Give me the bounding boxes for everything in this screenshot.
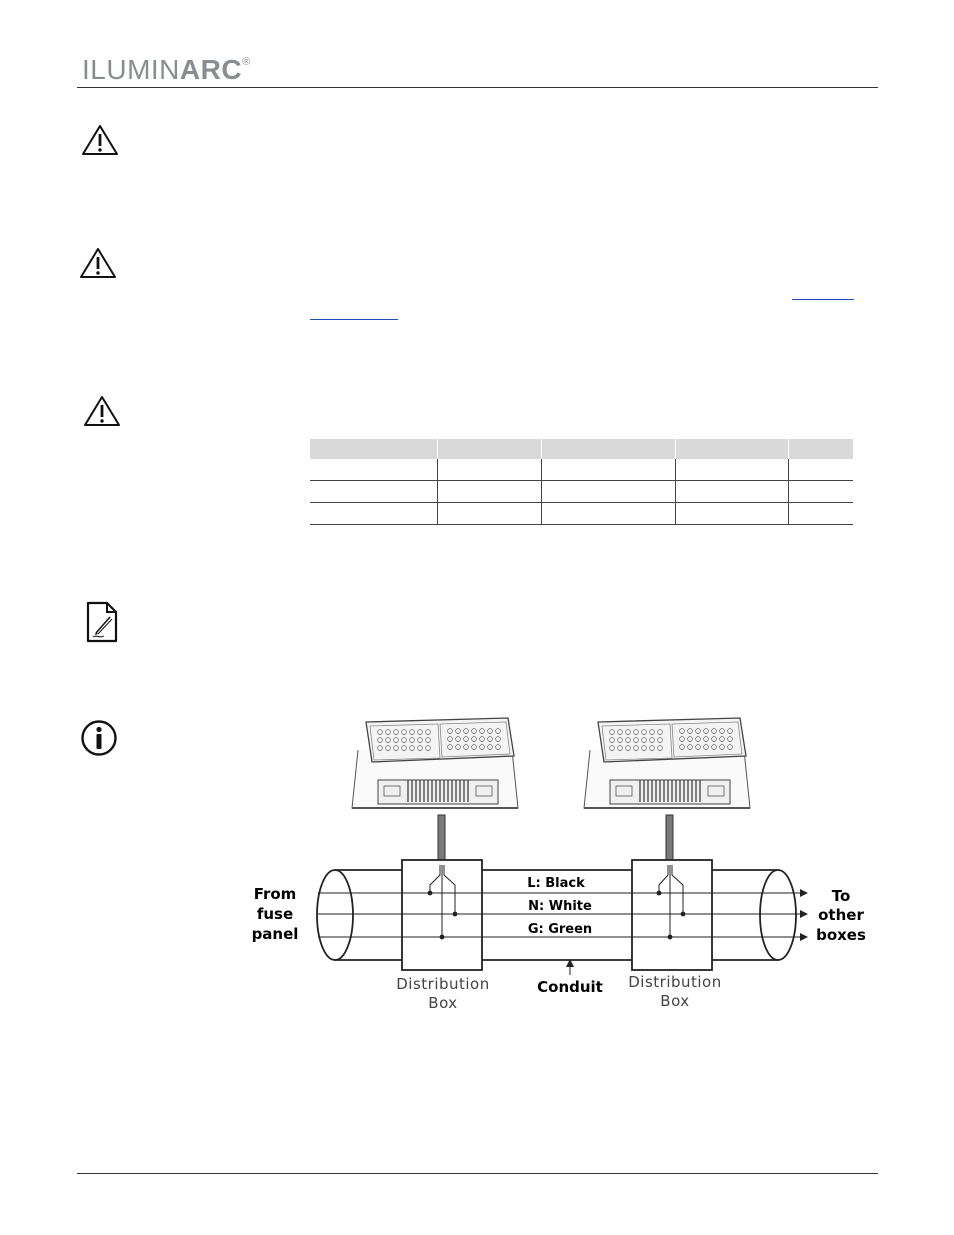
from-label-line-1: From: [253, 885, 297, 903]
note-icon: [85, 601, 119, 643]
to-label-line-2: other: [818, 906, 864, 924]
from-label-line-3: panel: [251, 925, 299, 943]
wire-label-ground: G: Green: [527, 922, 593, 937]
table-cell: [788, 503, 853, 525]
table-row: [310, 459, 853, 481]
footer-rule: [77, 1173, 878, 1174]
table-cell: [675, 459, 788, 481]
warning-icon: [79, 247, 117, 279]
logo-text-bold: ARC: [179, 54, 243, 85]
table-cell: [541, 459, 675, 481]
table-header-cell: [310, 439, 437, 459]
info-icon: [80, 719, 118, 757]
to-label-line-3: boxes: [816, 926, 866, 944]
wiring-diagram: [240, 705, 880, 1025]
fixture-left: [352, 718, 518, 808]
table-header-cell: [541, 439, 675, 459]
distribution-box-right: [632, 860, 712, 970]
table-cell: [788, 481, 853, 503]
table-header-cell: [788, 439, 853, 459]
warning-icon: [81, 124, 119, 156]
fixture-right: [584, 718, 750, 808]
conduit-label: Conduit: [537, 978, 603, 996]
table-cell: [310, 503, 437, 525]
table-header-cell: [675, 439, 788, 459]
brand-logo: [82, 56, 251, 84]
distribution-box-left-label-line-2: Box: [428, 994, 458, 1012]
header-rule: [77, 87, 878, 88]
cable-right: [666, 815, 673, 865]
table-cell: [788, 459, 853, 481]
conduit-right-end: [760, 870, 796, 960]
cable-left: [438, 815, 445, 865]
logo-registered-mark: ®: [242, 56, 251, 68]
table-cell: [437, 503, 541, 525]
conduit-left-end: [317, 870, 353, 960]
spec-table: [310, 439, 853, 525]
distribution-box-right-label-line-2: Box: [660, 992, 690, 1010]
table-header-row: [310, 439, 853, 459]
table-header-cell: [437, 439, 541, 459]
link-underline-fragment[interactable]: [792, 299, 854, 300]
wire-label-line: L: Black: [527, 876, 585, 891]
warning-icon: [83, 395, 121, 427]
table-cell: [541, 503, 675, 525]
table-cell: [675, 481, 788, 503]
table-cell: [675, 503, 788, 525]
from-label-line-2: fuse: [256, 905, 294, 923]
to-label-line-1: To: [831, 887, 851, 905]
distribution-box-right-label-line-1: Distribution: [628, 973, 722, 991]
table-cell: [310, 481, 437, 503]
distribution-box-left-label-line-1: Distribution: [396, 975, 490, 993]
table-cell: [437, 481, 541, 503]
table-row: [310, 503, 853, 525]
link-underline-fragment[interactable]: [310, 319, 398, 320]
logo-text-light: ILUMIN: [82, 54, 180, 85]
table-cell: [310, 459, 437, 481]
table-cell: [437, 459, 541, 481]
wire-label-neutral: N: White: [528, 899, 592, 914]
table-cell: [541, 481, 675, 503]
table-row: [310, 481, 853, 503]
